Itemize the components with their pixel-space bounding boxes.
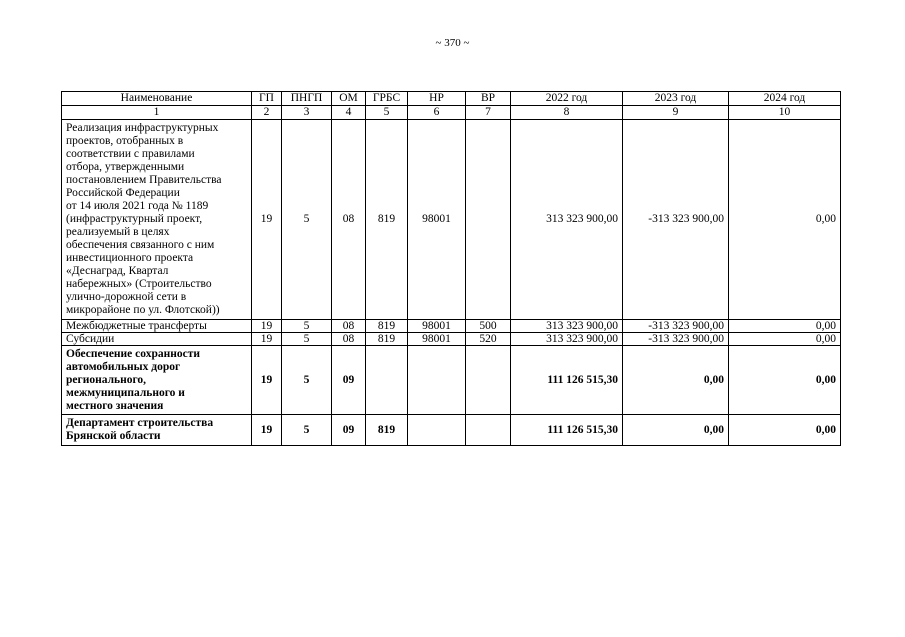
column-number-cell: 7 [466,106,511,120]
name-line: Реализация инфраструктурных [66,122,219,134]
table-row [62,120,841,320]
amount-2023-cell: 0,00 [623,346,729,415]
name-line: Межбюджетные трансферты [66,320,207,332]
name-line: от 14 июля 2021 года № 1189 [66,200,209,212]
grbs-cell: 819 [366,320,408,333]
name-line: набережных» (Строительство [66,278,212,290]
page-number: ~ 370 ~ [435,37,470,49]
amount-2024-cell: 0,00 [729,120,841,320]
name-line: реализуемый в целях [66,226,170,238]
gp-cell: 19 [252,415,282,446]
amount-2022-cell: 313 323 900,00 [511,120,623,320]
column-number-row [62,106,841,120]
name-line: обеспечения связанного с ним [66,239,215,251]
nr-cell: 98001 [408,120,466,320]
column-number-cell: 10 [729,106,841,120]
header-cell: Наименование [62,92,252,106]
row-name-cell [62,320,252,333]
nr-cell: 98001 [408,320,466,333]
name-line: улично-дорожной сети в [66,291,187,303]
name-line: отбора, утвержденными [66,161,185,173]
header-cell: 2022 год [511,92,623,106]
table-row [62,346,841,415]
pngp-cell: 5 [282,346,332,415]
header-cell: ГП [252,92,282,106]
name-line: Субсидии [66,333,115,345]
pngp-cell: 5 [282,320,332,333]
amount-2023-cell: -313 323 900,00 [623,320,729,333]
column-number-cell: 9 [623,106,729,120]
pngp-cell: 5 [282,415,332,446]
amount-2022-cell: 313 323 900,00 [511,320,623,333]
header-cell: ОМ [332,92,366,106]
column-number-cell: 5 [366,106,408,120]
header-cell: ГРБС [366,92,408,106]
vr-cell [466,415,511,446]
header-cell: ВР [466,92,511,106]
name-line: (инфраструктурный проект, [66,213,203,225]
header-row [62,92,841,106]
row-name-cell [62,333,252,346]
column-number-cell: 2 [252,106,282,120]
column-number-cell: 1 [62,106,252,120]
amount-2023-cell: 0,00 [623,415,729,446]
column-number-cell: 4 [332,106,366,120]
grbs-cell: 819 [366,120,408,320]
nr-cell [408,415,466,446]
row-name-cell [62,346,252,415]
amount-2024-cell: 0,00 [729,320,841,333]
row-name-cell [62,415,252,446]
column-number-cell: 3 [282,106,332,120]
name-line: Обеспечение сохранности [66,348,201,360]
budget-table [61,91,841,446]
vr-cell: 500 [466,320,511,333]
nr-cell: 98001 [408,333,466,346]
grbs-cell [366,346,408,415]
name-line: Российской Федерации [66,187,180,199]
name-line: Департамент строительства [66,417,214,429]
table-row [62,333,841,346]
amount-2023-cell: -313 323 900,00 [623,333,729,346]
amount-2024-cell: 0,00 [729,346,841,415]
om-cell: 08 [332,320,366,333]
vr-cell [466,346,511,415]
amount-2024-cell: 0,00 [729,333,841,346]
name-line: инвестиционного проекта [66,252,194,264]
amount-2022-cell: 111 126 515,30 [511,346,623,415]
gp-cell: 19 [252,333,282,346]
om-cell: 09 [332,346,366,415]
vr-cell [466,120,511,320]
gp-cell: 19 [252,346,282,415]
om-cell: 08 [332,333,366,346]
row-name-cell [62,120,252,320]
name-line: микрорайоне по ул. Флотской)) [66,304,220,316]
vr-cell: 520 [466,333,511,346]
name-line: соответствии с правилами [66,148,195,160]
name-line: «Деснаград, Квартал [66,265,169,277]
amount-2024-cell: 0,00 [729,415,841,446]
name-line: регионального, [66,374,147,386]
amount-2022-cell: 313 323 900,00 [511,333,623,346]
om-cell: 09 [332,415,366,446]
header-cell: ПНГП [282,92,332,106]
pngp-cell: 5 [282,333,332,346]
table-row [62,320,841,333]
om-cell: 08 [332,120,366,320]
name-line: местного значения [66,400,164,412]
nr-cell [408,346,466,415]
pngp-cell: 5 [282,120,332,320]
amount-2023-cell: -313 323 900,00 [623,120,729,320]
grbs-cell: 819 [366,415,408,446]
name-line: Брянской области [66,430,161,442]
header-cell: 2023 год [623,92,729,106]
header-cell: 2024 год [729,92,841,106]
amount-2022-cell: 111 126 515,30 [511,415,623,446]
name-line: автомобильных дорог [66,361,181,373]
header-cell: НР [408,92,466,106]
gp-cell: 19 [252,320,282,333]
column-number-cell: 6 [408,106,466,120]
grbs-cell: 819 [366,333,408,346]
table-row [62,415,841,446]
name-line: проектов, отобранных в [66,135,184,147]
name-line: межмуниципального и [66,387,185,399]
gp-cell: 19 [252,120,282,320]
name-line: постановлением Правительства [66,174,222,186]
column-number-cell: 8 [511,106,623,120]
